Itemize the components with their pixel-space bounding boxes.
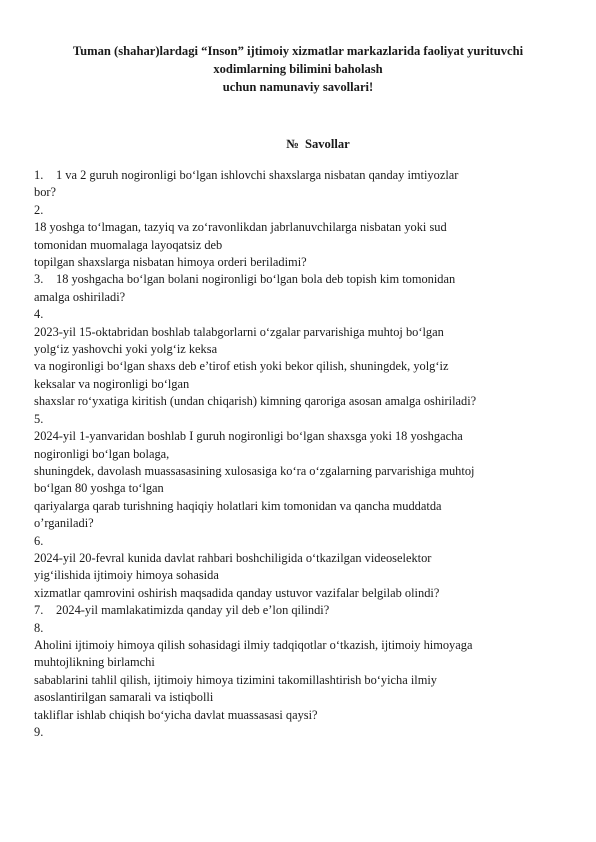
question-line: yolg‘iz yashovchi yoki yolg‘iz keksa: [34, 342, 218, 357]
question-line: va nogironligi bo‘lgan shaxs deb e’tirof etish yoki bekor qilish, shuningdek, yolg‘iz: [34, 359, 449, 374]
question-line: [34, 271, 574, 288]
question-number-line: [34, 306, 574, 323]
question-line: [34, 167, 574, 184]
question-number: 4.: [34, 307, 44, 322]
table-header: [0, 136, 596, 152]
question-line: 18 yoshga to‘lmagan, tazyiq va zo‘ravonlikdan jabrlanuvchilarga nisbatan yoki sud: [34, 220, 447, 235]
question-line: Aholini ijtimoiy himoya qilish sohasidagi ilmiy tadqiqotlar o‘tkazish, ijtimoiy himoyaga: [34, 637, 473, 652]
question-line: bo‘lgan 80 yoshga to‘lgan: [34, 481, 164, 496]
question-item: [34, 411, 574, 533]
question-number-line: [34, 620, 574, 637]
question-line: qariyalarga qarab turishning haqiqiy holatlari kim tomonidan va qancha muddatda: [34, 498, 442, 513]
question-line: topilgan shaxslarga nisbatan himoya orderi beriladimi?: [34, 255, 307, 270]
title-line-2: xodimlarning bilimini baholash: [213, 62, 383, 76]
question-line: shaxslar ro‘yxatiga kiritish (undan chiqarish) kimning qaroriga asosan amalga oshiriladi?: [34, 394, 477, 409]
question-number-line: [34, 202, 574, 219]
question-line: 2024-yil 20-fevral kunida davlat rahbari boshchiligida o‘tkazilgan videoselektor: [34, 550, 432, 565]
question-line: nogironligi bo‘lgan bolaga,: [34, 446, 170, 461]
question-number: 8.: [34, 620, 44, 635]
question-number: 3.: [34, 272, 44, 287]
question-item: [34, 602, 574, 619]
question-number: 6.: [34, 533, 44, 548]
question-number: 7.: [34, 603, 44, 618]
question-line: takliflar ishlab chiqish bo‘yicha davlat muassasasi qaysi?: [34, 707, 318, 722]
question-text: 2024-yil mamlakatimizda qanday yil deb e’lon qilindi?: [56, 603, 330, 618]
question-number: 1.: [34, 168, 44, 182]
question-line: xizmatlar qamrovini oshirish maqsadida qanday ustuvor vazifalar belgilab olindi?: [34, 585, 440, 600]
question-item: [34, 306, 574, 410]
question-number-line: [34, 533, 574, 550]
question-line: asoslantirilgan samarali va istiqbolli: [34, 690, 214, 705]
question-line: keksalar va nogironligi bo‘lgan: [34, 376, 190, 391]
question-line: amalga oshiriladi?: [34, 289, 126, 304]
question-line: 2023-yil 15-oktabridan boshlab talabgorlarni o‘zgalar parvarishiga muhtoj bo‘lgan: [34, 324, 444, 339]
question-line: o’rganiladi?: [34, 516, 94, 531]
question-item: [34, 271, 574, 306]
question-item: [34, 620, 574, 724]
question-number: 5.: [34, 411, 44, 426]
question-number-line: [34, 724, 574, 741]
question-text: 18 yoshgacha bo‘lgan bolani nogironligi bo‘lgan bola deb topish kim tomonidan: [56, 272, 456, 287]
question-line: bor?: [34, 185, 57, 200]
question-line: 2024-yil 1-yanvaridan boshlab I guruh nogironligi bo‘lgan shaxsga yoki 18 yoshgacha: [34, 429, 463, 444]
question-item: [34, 724, 574, 741]
question-item: [34, 202, 574, 272]
question-item: [34, 167, 574, 202]
question-line: sabablarini tahlil qilish, ijtimoiy himoya tizimini takomillashtirish bo‘yicha ilmiy: [34, 672, 437, 687]
question-line: shuningdek, davolash muassasasining xulosasiga ko‘ra o‘zgalarning parvarishiga muhtoj: [34, 463, 475, 478]
question-line: [34, 602, 574, 619]
questions-column-header: Savollar: [304, 137, 350, 151]
question-line: yig‘ilishida ijtimoiy himoya sohasida: [34, 568, 219, 583]
question-text: 1 va 2 guruh nogironligi bo‘lgan ishlovchi shaxslarga nisbatan qanday imtiyozlar: [56, 168, 459, 182]
question-line: muhtojlikning birlamchi: [34, 655, 155, 670]
number-column-header: №: [286, 137, 299, 151]
question-item: [34, 533, 574, 603]
document-title: [30, 42, 566, 96]
question-line: tomonidan muomalaga layoqatsiz deb: [34, 237, 223, 252]
question-number: 9.: [34, 725, 44, 739]
question-number-line: [34, 411, 574, 428]
title-line-1: Tuman (shahar)lardagi “Inson” ijtimoiy xizmatlar markazlarida faoliyat yurituvchi: [72, 44, 524, 58]
question-number: 2.: [34, 202, 44, 217]
questions-list: [34, 167, 574, 741]
title-line-3: uchun namunaviy savollari!: [222, 80, 374, 94]
